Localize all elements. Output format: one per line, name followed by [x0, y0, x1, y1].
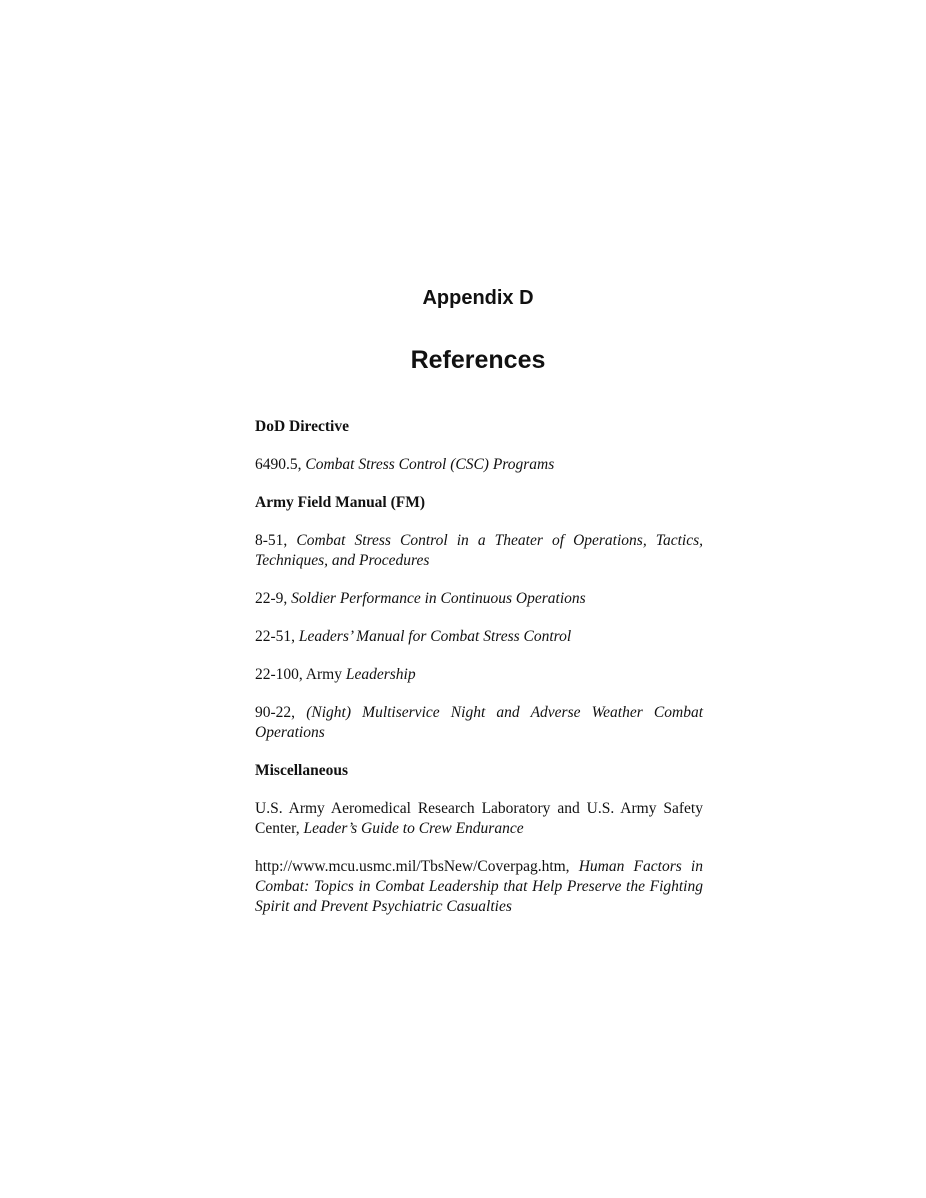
reference-fm-90-22 — [255, 703, 703, 743]
reference-title: Leader’s Guide to Crew Endurance — [303, 820, 524, 837]
reference-fm-22-51 — [255, 627, 703, 647]
reference-number: 22-100, Army — [255, 666, 346, 683]
reference-dod-6490-5 — [255, 455, 703, 475]
reference-number: 22-51, — [255, 628, 299, 645]
reference-fm-22-9 — [255, 589, 703, 609]
reference-title: Soldier Performance in Continuous Operations — [291, 590, 586, 607]
section-heading-dod-directive: DoD Directive — [255, 418, 349, 435]
reference-title: Combat Stress Control in a Theater of Operations, Tactics, Techniques, and Procedures — [255, 532, 703, 569]
reference-url: http://www.mcu.usmc.mil/TbsNew/Coverpag.htm, — [255, 858, 579, 875]
reference-title: (Night) Multiservice Night and Adverse Weather Combat Operations — [255, 704, 703, 741]
reference-misc-crew-endurance — [255, 799, 703, 839]
references-content — [255, 417, 703, 935]
reference-title: Leadership — [345, 666, 416, 683]
reference-number: 22-9, — [255, 590, 292, 607]
page-title: References — [410, 346, 546, 374]
reference-misc-human-factors — [255, 857, 703, 917]
reference-prefix: U.S. Army Aeromedical Research Laboratory and U.S. Army Safety Center, — [255, 800, 703, 837]
appendix-label: Appendix D — [422, 287, 534, 309]
reference-fm-8-51 — [255, 531, 703, 571]
reference-number: 6490.5, — [255, 456, 306, 473]
section-heading-army-field-manual: Army Field Manual (FM) — [255, 494, 426, 511]
reference-fm-22-100 — [255, 665, 703, 685]
reference-title: Leaders’ Manual for Combat Stress Control — [298, 628, 572, 645]
reference-number: 90-22, — [255, 704, 307, 721]
reference-title: Human Factors in Combat: Topics in Combat Leadership that Help Preserve the Fighting Spirit and Prevent Psychiatric Casualties — [255, 858, 703, 915]
reference-number: 8-51, — [255, 532, 297, 549]
section-heading-miscellaneous: Miscellaneous — [255, 762, 348, 779]
reference-title: Combat Stress Control (CSC) Programs — [305, 456, 555, 473]
